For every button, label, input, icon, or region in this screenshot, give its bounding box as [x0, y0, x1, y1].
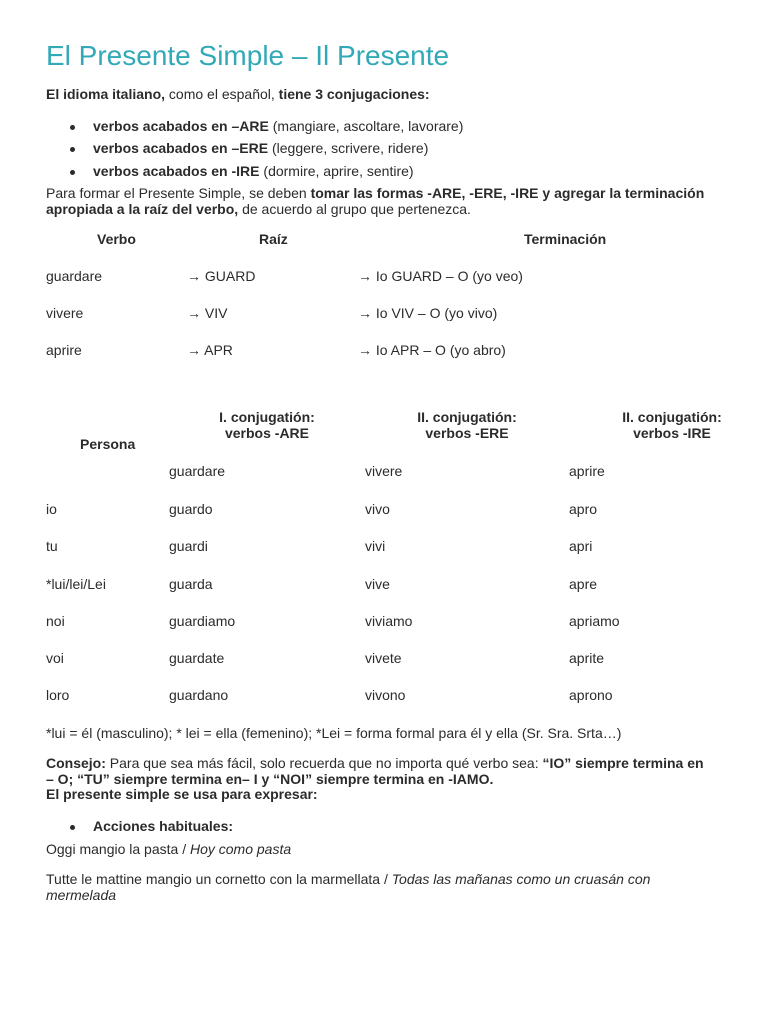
bullet-dot [70, 147, 75, 152]
root-table-header-raiz: Raíz [259, 231, 288, 247]
conjugation-item [93, 163, 414, 179]
header-line: II. conjugatión: [622, 409, 722, 425]
conj-cell: vive [365, 576, 390, 592]
conj-cell-persona: voi [46, 650, 64, 666]
conjugation-bold: verbos acabados en -IRE [93, 163, 260, 179]
bullet-dot [70, 825, 75, 830]
conj-cell: vivo [365, 501, 390, 517]
formation-bold: tomar las formas -ARE, -ERE, -IRE y agregar la terminación [310, 185, 705, 201]
consejo-line-2: – O; “TU” siempre termina en– I y “NOI” siempre termina en -IAMO. [46, 771, 494, 787]
conj-cell: vivete [365, 650, 402, 666]
bullet-dot [70, 170, 75, 175]
intro-text: como el español, [165, 86, 279, 102]
example-spanish-continued: mermelada [46, 887, 117, 903]
formation-line-2 [46, 201, 471, 217]
conj-cell: guardano [169, 687, 229, 703]
example-spanish: Hoy como pasta [189, 841, 292, 857]
consejo-line-1 [46, 755, 704, 771]
conj-table-header-ere [387, 409, 547, 441]
conj-cell-persona: *lui/lei/Lei [46, 576, 106, 592]
example-sentence [46, 871, 650, 887]
header-line: verbos -ARE [224, 425, 310, 441]
conj-cell-persona: tu [46, 538, 58, 554]
consejo-bold: “IO” siempre termina en [542, 755, 704, 771]
header-line: I. conjugatión: [219, 409, 315, 425]
conj-cell-persona: loro [46, 687, 70, 703]
conjugation-item [93, 140, 428, 156]
root-table-cell: → Io APR – O (yo abro) [358, 342, 506, 358]
conj-cell: aprono [569, 687, 613, 703]
conj-cell: vivono [365, 687, 406, 703]
root-table-cell: aprire [46, 342, 82, 358]
root-table-cell: → Io VIV – O (yo vivo) [358, 305, 498, 321]
conjugation-item [93, 118, 463, 134]
root-table-header-verbo: Verbo [97, 231, 136, 247]
root-table-cell: → Io GUARD – O (yo veo) [358, 268, 523, 284]
conjugation-bold: verbos acabados en –ARE [93, 118, 269, 134]
infinitive-cell: guardare [169, 463, 226, 479]
conj-cell: apriamo [569, 613, 620, 629]
conj-cell-persona: io [46, 501, 57, 517]
conj-cell: vivi [365, 538, 386, 554]
conj-cell: guardate [169, 650, 225, 666]
conj-cell: guarda [169, 576, 213, 592]
conj-cell: apro [569, 501, 598, 517]
infinitive-cell: aprire [569, 463, 605, 479]
conj-cell-persona: noi [46, 613, 65, 629]
consejo-text: Para que sea más fácil, solo recuerda que no importa qué verbo sea: [105, 755, 543, 771]
conj-cell: apri [569, 538, 593, 554]
conj-cell: apre [569, 576, 598, 592]
root-table-cell: → VIV [187, 305, 228, 321]
example-italian: Oggi mangio la pasta / [46, 841, 190, 857]
conjugation-examples: (dormire, aprire, sentire) [259, 163, 414, 179]
intro-bold-2: tiene 3 conjugaciones: [278, 86, 430, 102]
conj-cell: viviamo [365, 613, 413, 629]
conj-cell: guardi [169, 538, 208, 554]
usage-heading: El presente simple se usa para expresar: [46, 786, 318, 802]
header-line: verbos -IRE [633, 425, 711, 441]
conj-table-header-are [187, 409, 347, 441]
conjugation-examples: (mangiare, ascoltare, lavorare) [268, 118, 464, 134]
root-table-cell: → APR [187, 342, 233, 358]
formation-text: de acuerdo al grupo que pertenezca. [238, 201, 471, 217]
conj-cell: aprite [569, 650, 605, 666]
usage-bullet: Acciones habituales: [93, 818, 234, 834]
conjugation-examples: (leggere, scrivere, ridere) [268, 140, 429, 156]
root-table-cell: guardare [46, 268, 103, 284]
conj-table-header-persona: Persona [80, 436, 136, 452]
formation-bold: apropiada a la raíz del verbo, [46, 201, 239, 217]
root-table-cell: vivere [46, 305, 84, 321]
formation-line-1 [46, 185, 704, 201]
conjugation-bold: verbos acabados en –ERE [93, 140, 269, 156]
footnote: *lui = él (masculino); * lei = ella (femenino); *Lei = forma formal para él y ella (Sr. Sra. Srta…) [46, 725, 622, 741]
formation-text: Para formar el Presente Simple, se deben [46, 185, 311, 201]
intro-paragraph [46, 86, 430, 102]
page-title: El Presente Simple – Il Presente [46, 40, 450, 71]
root-table-header-terminacion: Terminación [524, 231, 607, 247]
example-italian: Tutte le mattine mangio un cornetto con la marmellata / [46, 871, 392, 887]
consejo-label: Consejo: [46, 755, 106, 771]
intro-bold-1: El idioma italiano, [46, 86, 166, 102]
header-line: verbos -ERE [425, 425, 509, 441]
conj-table-header-ire [592, 409, 752, 441]
infinitive-cell: vivere [365, 463, 403, 479]
conj-cell: guardo [169, 501, 213, 517]
example-spanish: Todas las mañanas como un cruasán con [391, 871, 651, 887]
example-sentence [46, 841, 291, 857]
header-line: II. conjugatión: [417, 409, 517, 425]
root-table-cell: → GUARD [187, 268, 256, 284]
bullet-dot [70, 125, 75, 130]
conj-cell: guardiamo [169, 613, 236, 629]
